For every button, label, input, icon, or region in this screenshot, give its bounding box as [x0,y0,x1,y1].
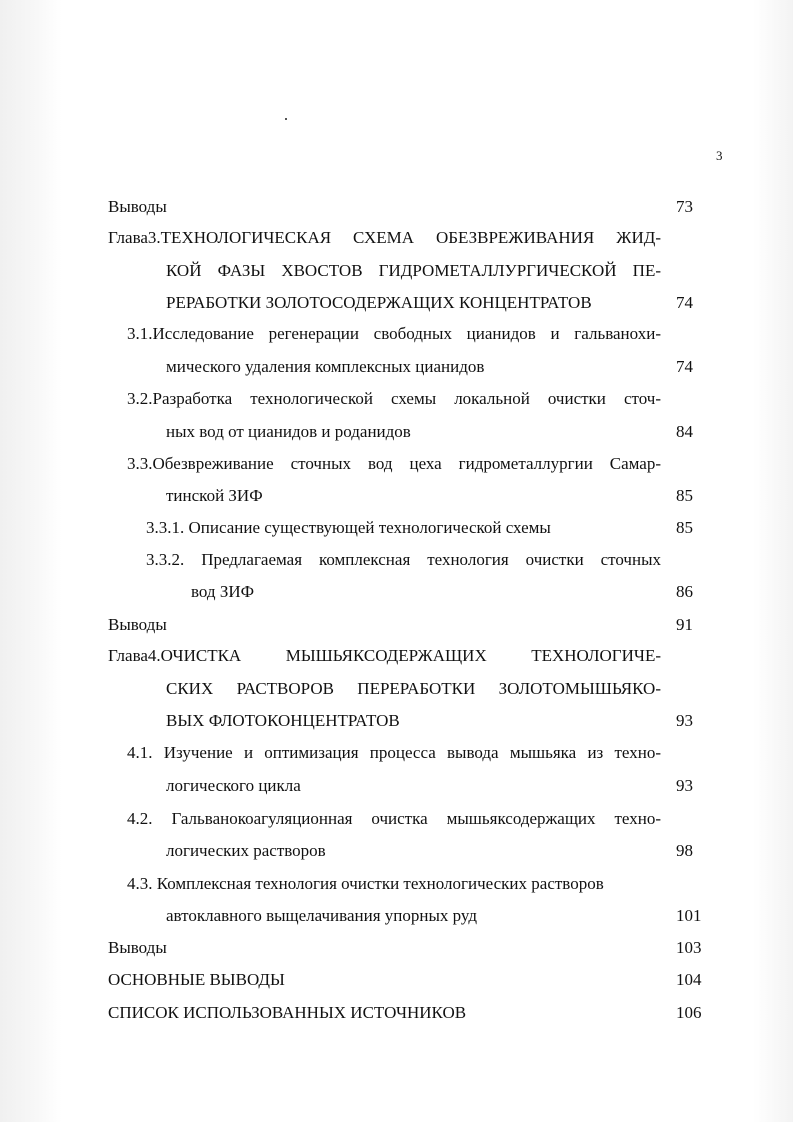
toc-entry-page: 93 [676,776,693,795]
toc-section-title-line: логических растворов [166,841,326,860]
toc-entry-page: 85 [676,518,693,537]
toc-section-title-line: мического удаления комплексных цианидов [166,357,485,376]
toc-entry-title: СПИСОК ИСПОЛЬЗОВАННЫХ ИСТОЧНИКОВ [108,1003,467,1022]
toc-section-title-line: автоклавного выщелачивания упорных руд [166,906,477,925]
toc-subsection-title-line: 3.3.1. Описание существующей технологической схемы [146,518,551,537]
toc-entry-page: 74 [676,293,693,312]
toc-chapter-title-line: СКИХ РАСТВОРОВ ПЕРЕРАБОТКИ ЗОЛОТОМЫШЬЯКО- [166,679,661,698]
toc-subsection-title-line: 3.3.2. Предлагаемая комплексная технология очистки сточных [146,550,661,569]
toc-entry-title: ОСНОВНЫЕ ВЫВОДЫ [108,970,285,989]
scan-speck [285,118,287,120]
toc-chapter-title-line: ВЫХ ФЛОТОКОНЦЕНТРАТОВ [166,711,400,730]
toc-entry-title: Выводы [108,938,167,957]
toc-entry-page: 103 [676,938,702,957]
toc-entry-title: Выводы [108,615,167,634]
toc-section-title-line: 3.2.Разработка технологической схемы локальной очистки сточ- [127,389,661,408]
toc-chapter-title-line: Глава4.ОЧИСТКА МЫШЬЯКСОДЕРЖАЩИХ ТЕХНОЛОГИЧЕ- [108,646,661,665]
scan-shadow-right [753,0,793,1122]
toc-entry-page: 93 [676,711,693,730]
toc-chapter-title-line: КОЙ ФАЗЫ ХВОСТОВ ГИДРОМЕТАЛЛУРГИЧЕСКОЙ ПЕ- [166,261,661,280]
toc-entry-page: 106 [676,1003,702,1022]
toc-section-title-line: логического цикла [166,776,301,795]
toc-entry-page: 98 [676,841,693,860]
toc-entry-page: 84 [676,422,693,441]
toc-chapter-title-line: РЕРАБОТКИ ЗОЛОТОСОДЕРЖАЩИХ КОНЦЕНТРАТОВ [166,293,592,312]
toc-subsection-title-line: вод ЗИФ [191,582,255,601]
toc-section-title-line: 3.1.Исследование регенерации свободных цианидов и гальванохи- [127,324,661,343]
scan-shadow-left [0,0,62,1122]
toc-chapter-title-line: Глава3.ТЕХНОЛОГИЧЕСКАЯ СХЕМА ОБЕЗВРЕЖИВАНИЯ ЖИД- [108,228,661,247]
toc-section-title-line: тинской ЗИФ [166,486,263,505]
toc-entry-page: 91 [676,615,693,634]
toc-entry-page: 73 [676,197,693,216]
toc-entry-page: 101 [676,906,702,925]
page-number: 3 [716,148,723,163]
toc-entry-page: 104 [676,970,702,989]
toc-section-title-line: 4.2. Гальванокоагуляционная очистка мышьяксодержащих техно- [127,809,661,828]
toc-entry-page: 85 [676,486,693,505]
toc-entry-page: 74 [676,357,693,376]
toc-section-title-line: 4.1. Изучение и оптимизация процесса вывода мышьяка из техно- [127,743,661,762]
toc-section-title-line: 3.3.Обезвреживание сточных вод цеха гидрометаллургии Самар- [127,454,661,473]
toc-entry-title: Выводы [108,197,167,216]
toc-section-title-line: ных вод от цианидов и роданидов [166,422,411,441]
toc-section-title-line: 4.3. Комплексная технология очистки технологических растворов [127,874,604,893]
toc-entry-page: 86 [676,582,693,601]
